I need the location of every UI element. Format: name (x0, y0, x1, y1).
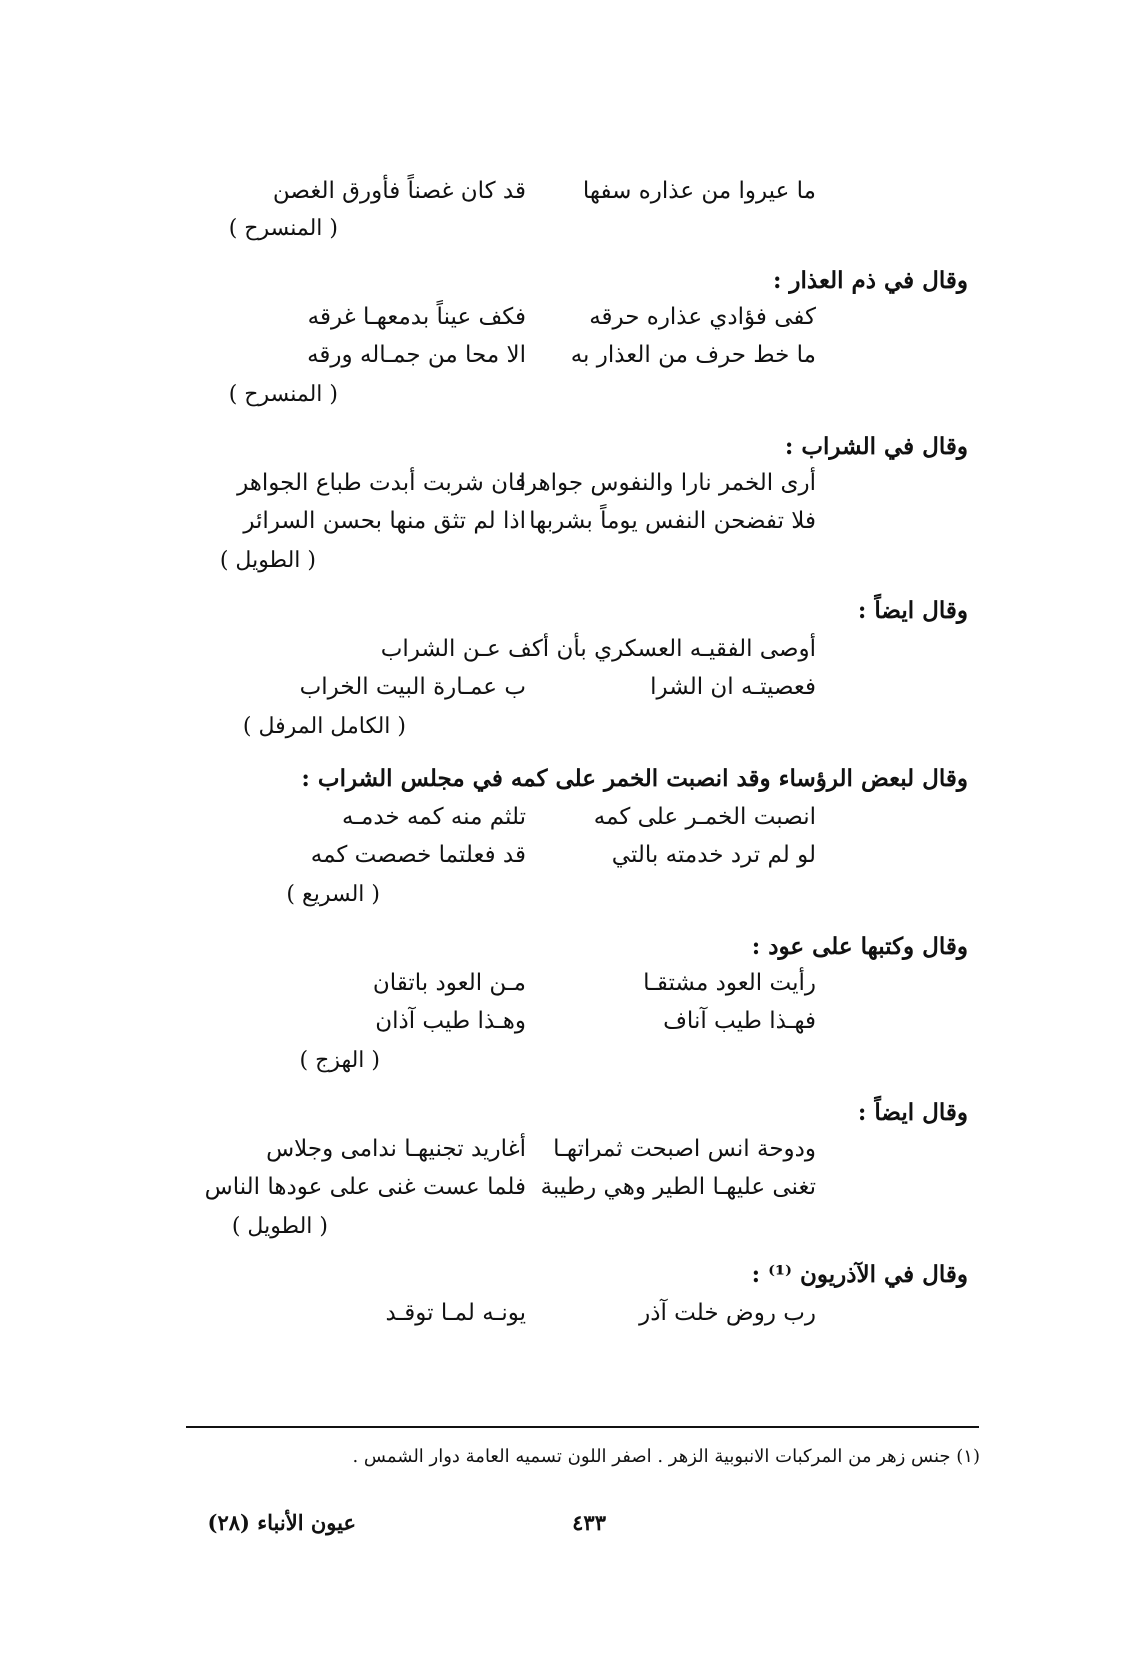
verse-left-hemistich: وهـذا طيب آذان (375, 1008, 526, 1034)
verse-left-hemistich: تلثم منه كمه خدمـه (341, 804, 526, 830)
verse-right-hemistich: فعصيتـه ان الشرا (650, 674, 816, 700)
verse-right-hemistich: كفى فؤادي عذاره حرقه (589, 304, 816, 330)
poetic-meter-label: ( الطويل ) (231, 1214, 328, 1239)
poetic-meter-label: ( الطويل ) (219, 548, 316, 573)
verse-line: أوصى الفقيـه العسكري بأن أكف عـن الشراب (380, 636, 816, 662)
verse-left-hemistich: فكف عيناً بدمعهـا غرقه (307, 304, 526, 330)
poetic-meter-label: ( الكامل المرفل ) (242, 714, 406, 739)
verse-right-hemistich: ما خط حرف من العذار به (570, 342, 816, 368)
poetic-meter-label: ( الهزج ) (299, 1048, 380, 1073)
verse-right-hemistich: رأيت العود مشتقـا (643, 970, 816, 996)
verse-right-hemistich: فهـذا طيب آناف (663, 1008, 816, 1034)
verse-right-hemistich: ما عيروا من عذاره سفها (582, 178, 816, 204)
verse-right-hemistich: أرى الخمر نارا والنفوس جواهرا (519, 470, 816, 496)
verse-right-hemistich: انصبت الخمـر على كمه (593, 804, 816, 830)
section-heading: وقال في الآذريون ⁽¹⁾ : (751, 1261, 968, 1288)
footnote: (١) جنس زهر من المركبات الانبوبية الزهر . اصفر اللون تسميه العامة دوار الشمس . (352, 1446, 980, 1467)
verse-left-hemistich: فان شربت أبدت طباع الجواهر (237, 470, 526, 496)
verse-left-hemistich: يونـه لمـا توقـد (385, 1300, 526, 1326)
footnote-separator (186, 1426, 979, 1428)
poetic-meter-label: ( المنسرح ) (228, 216, 338, 241)
verse-left-hemistich: قد كان غصناً فأورق الغصن (272, 178, 526, 204)
verse-right-hemistich: ودوحة انس اصبحت ثمراتهـا (553, 1136, 816, 1162)
section-heading: وقال لبعض الرؤساء وقد انصبت الخمر على كمه في مجلس الشراب : (301, 765, 968, 792)
verse-left-hemistich: اذا لم تثق منها بحسن السرائر (243, 508, 526, 534)
verse-right-hemistich: لو لم ترد خدمته بالتي (611, 842, 816, 868)
verse-right-hemistich: تغنى عليهـا الطير وهي رطيبة (540, 1174, 816, 1200)
section-heading: وقال في الشراب : (784, 433, 968, 460)
poetic-meter-label: ( المنسرح ) (228, 382, 338, 407)
verse-left-hemistich: أغاريد تجنيهـا ندامى وجلاس (266, 1136, 526, 1162)
verse-left-hemistich: قد فعلتما خصصت كمه (310, 842, 526, 868)
section-heading: وقال في ذم العذار : (772, 267, 968, 294)
section-heading: وقال ايضاً : (857, 597, 968, 624)
page-number: ٤٣٣ (572, 1510, 606, 1535)
section-heading: وقال وكتبها على عود : (751, 933, 968, 960)
verse-left-hemistich: الا محا من جمـاله ورقه (307, 342, 526, 368)
verse-left-hemistich: فلما عست غنى على عودها الناس (204, 1174, 526, 1200)
poetic-meter-label: ( السريع ) (286, 882, 380, 907)
running-footer-title: عيون الأنباء (٢٨) (207, 1510, 356, 1535)
section-heading: وقال ايضاً : (857, 1099, 968, 1126)
verse-right-hemistich: فلا تفضحن النفس يوماً بشربها (529, 508, 816, 534)
verse-left-hemistich: ب عمـارة البيت الخراب (299, 674, 526, 700)
verse-right-hemistich: رب روض خلت آذر (639, 1300, 816, 1326)
verse-left-hemistich: مـن العود باتقان (372, 970, 526, 996)
